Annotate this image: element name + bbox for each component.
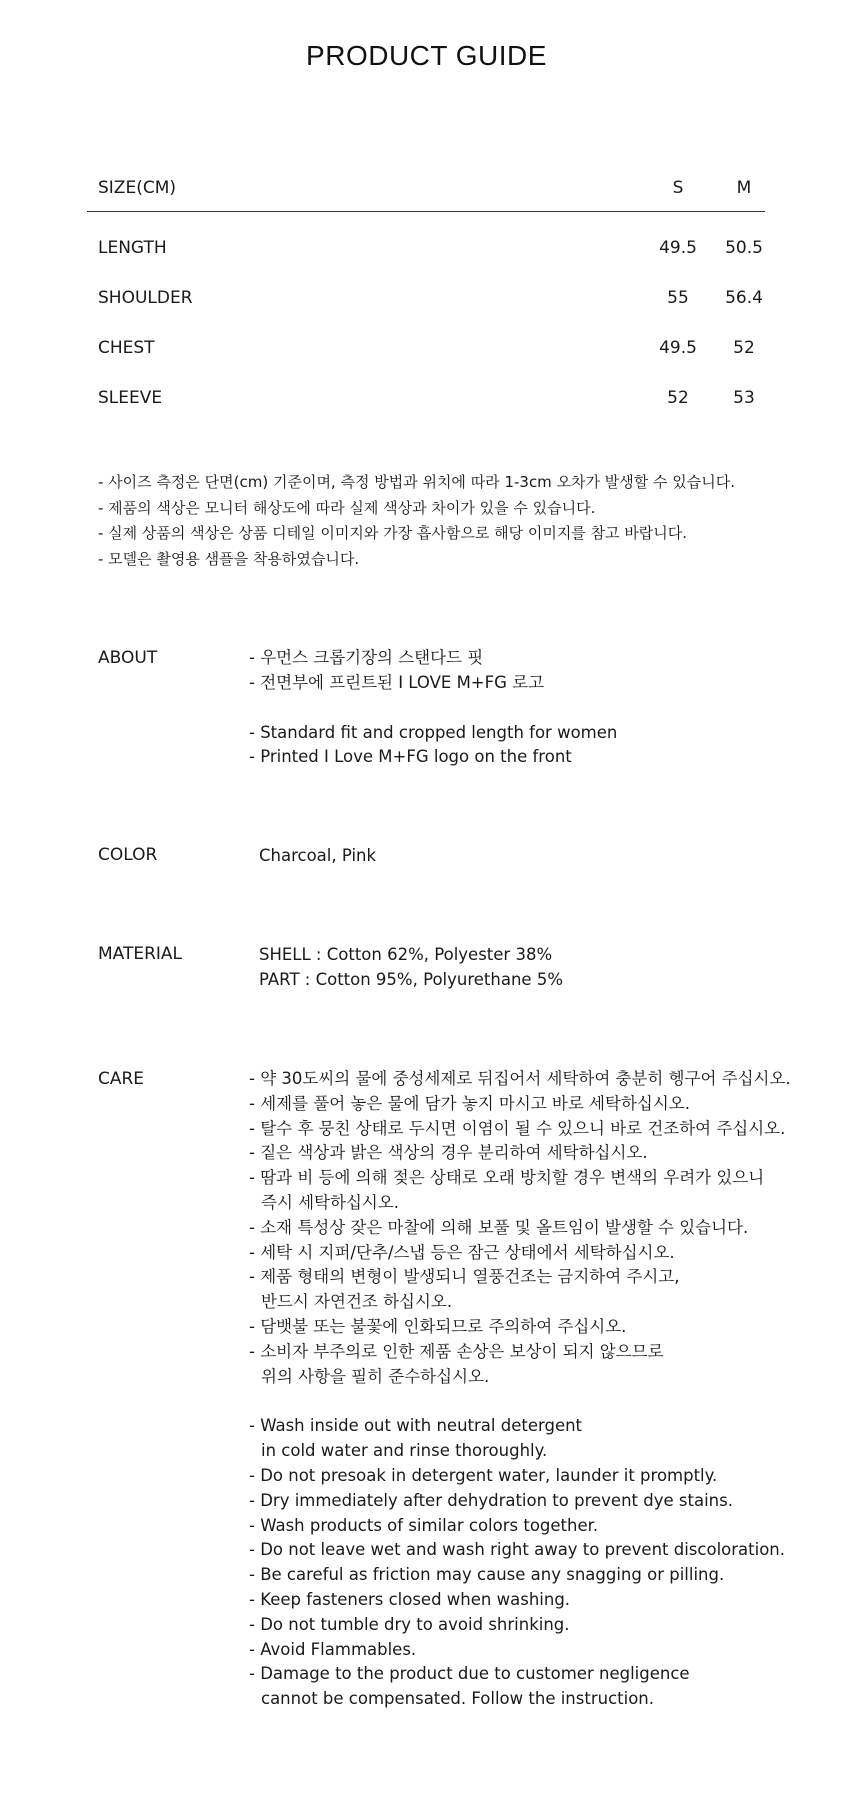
color-label: COLOR bbox=[98, 845, 158, 865]
care-line: 즉시 세탁하십시오. bbox=[261, 1192, 400, 1212]
care-line: cannot be compensated. Follow the instruction. bbox=[261, 1689, 654, 1709]
row-value-s: 49.5 bbox=[659, 338, 697, 358]
about-line: - Standard fit and cropped length for women bbox=[249, 722, 618, 742]
care-body bbox=[249, 1067, 839, 1712]
about-line: - 우먼스 크롭기장의 스탠다드 핏 bbox=[249, 648, 484, 667]
row-label: SLEEVE bbox=[98, 388, 163, 408]
note-line: - 제품의 색상은 모니터 해상도에 따라 실제 색상과 차이가 있을 수 있습니다. bbox=[98, 498, 596, 517]
size-header-m: M bbox=[736, 178, 752, 198]
care-line: - 세제를 풀어 놓은 물에 담가 놓지 마시고 바로 세탁하십시오. bbox=[249, 1093, 690, 1113]
about-body bbox=[249, 646, 839, 770]
care-label: CARE bbox=[98, 1069, 145, 1089]
care-line: in cold water and rinse thoroughly. bbox=[261, 1441, 548, 1461]
care-line: - 약 30도씨의 물에 중성세제로 뒤집어서 세탁하여 충분히 헹구어 주십시오. bbox=[249, 1069, 791, 1088]
care-line: 반드시 자연건조 하십시오. bbox=[261, 1292, 453, 1312]
row-value-m: 56.4 bbox=[725, 288, 763, 308]
note-line: - 실제 상품의 색상은 상품 디테일 이미지와 가장 흡사함으로 해당 이미지를 참고 바랍니다. bbox=[98, 524, 688, 542]
material-body bbox=[259, 943, 849, 993]
table-row bbox=[98, 238, 763, 268]
care-line: - Wash inside out with neutral detergent bbox=[249, 1416, 583, 1436]
color-value: Charcoal, Pink bbox=[259, 846, 377, 865]
material-line: SHELL : Cotton 62%, Polyester 38% bbox=[259, 945, 553, 964]
care-line: - Damage to the product due to customer negligence bbox=[249, 1664, 690, 1684]
row-value-m: 53 bbox=[733, 388, 755, 408]
row-value-m: 52 bbox=[733, 338, 755, 358]
care-line: - Avoid Flammables. bbox=[249, 1639, 417, 1659]
size-header-s: S bbox=[672, 178, 684, 198]
care-line: - 소비자 부주의로 인한 제품 손상은 보상이 되지 않으므로 bbox=[249, 1341, 664, 1361]
table-row bbox=[98, 288, 763, 318]
care-line: - Do not presoak in detergent water, launder it promptly. bbox=[249, 1465, 718, 1485]
size-notes bbox=[98, 470, 798, 572]
about-label: ABOUT bbox=[98, 648, 158, 668]
color-body bbox=[259, 844, 849, 869]
size-header-label: SIZE(CM) bbox=[98, 178, 176, 198]
size-table-header bbox=[98, 178, 763, 208]
row-value-s: 55 bbox=[667, 288, 689, 308]
row-value-s: 49.5 bbox=[659, 238, 697, 258]
care-line: - Be careful as friction may cause any snagging or pilling. bbox=[249, 1565, 725, 1585]
size-table bbox=[0, 0, 853, 420]
care-line: - 탈수 후 뭉친 상태로 두시면 이염이 될 수 있으니 바로 건조하여 주십시오. bbox=[249, 1118, 786, 1138]
care-line: - 소재 특성상 잦은 마찰에 의해 보풀 및 올트임이 발생할 수 있습니다. bbox=[249, 1217, 749, 1237]
row-value-m: 50.5 bbox=[725, 238, 763, 258]
care-line: - 담뱃불 또는 불꽃에 인화되므로 주의하여 주십시오. bbox=[249, 1316, 627, 1336]
row-value-s: 52 bbox=[667, 388, 689, 408]
care-line: - 땀과 비 등에 의해 젖은 상태로 오래 방치할 경우 변색의 우려가 있으니 bbox=[249, 1168, 765, 1188]
row-label: LENGTH bbox=[98, 238, 167, 258]
care-line: - 짙은 색상과 밝은 색상의 경우 분리하여 세탁하십시오. bbox=[249, 1143, 648, 1163]
care-line: 위의 사항을 필히 준수하십시오. bbox=[261, 1366, 490, 1386]
care-line: - Dry immediately after dehydration to prevent dye stains. bbox=[249, 1490, 733, 1510]
material-line: PART : Cotton 95%, Polyurethane 5% bbox=[259, 969, 563, 989]
table-row bbox=[98, 338, 763, 368]
about-line: - 전면부에 프린트된 I LOVE M+FG 로고 bbox=[249, 672, 545, 692]
row-label: SHOULDER bbox=[98, 288, 193, 308]
table-row bbox=[98, 388, 763, 418]
care-line: - Keep fasteners closed when washing. bbox=[249, 1589, 571, 1609]
table-divider bbox=[87, 211, 765, 212]
row-label: CHEST bbox=[98, 338, 155, 358]
care-line: - 제품 형태의 변형이 발생되니 열풍건조는 금지하여 주시고, bbox=[249, 1267, 680, 1287]
care-line: - Do not tumble dry to avoid shrinking. bbox=[249, 1614, 570, 1634]
page-title: PRODUCT GUIDE bbox=[306, 40, 547, 71]
material-label: MATERIAL bbox=[98, 944, 183, 964]
care-line: - Wash products of similar colors together. bbox=[249, 1515, 599, 1535]
about-line: - Printed I Love M+FG logo on the front bbox=[249, 747, 572, 767]
care-line: - Do not leave wet and wash right away to prevent discoloration. bbox=[249, 1540, 786, 1560]
care-line: - 세탁 시 지퍼/단추/스냅 등은 잠근 상태에서 세탁하십시오. bbox=[249, 1242, 675, 1262]
note-line: - 사이즈 측정은 단면(cm) 기준이며, 측정 방법과 위치에 따라 1-3cm 오차가 발생할 수 있습니다. bbox=[98, 473, 736, 491]
note-line: - 모델은 촬영용 샘플을 착용하였습니다. bbox=[98, 549, 360, 568]
